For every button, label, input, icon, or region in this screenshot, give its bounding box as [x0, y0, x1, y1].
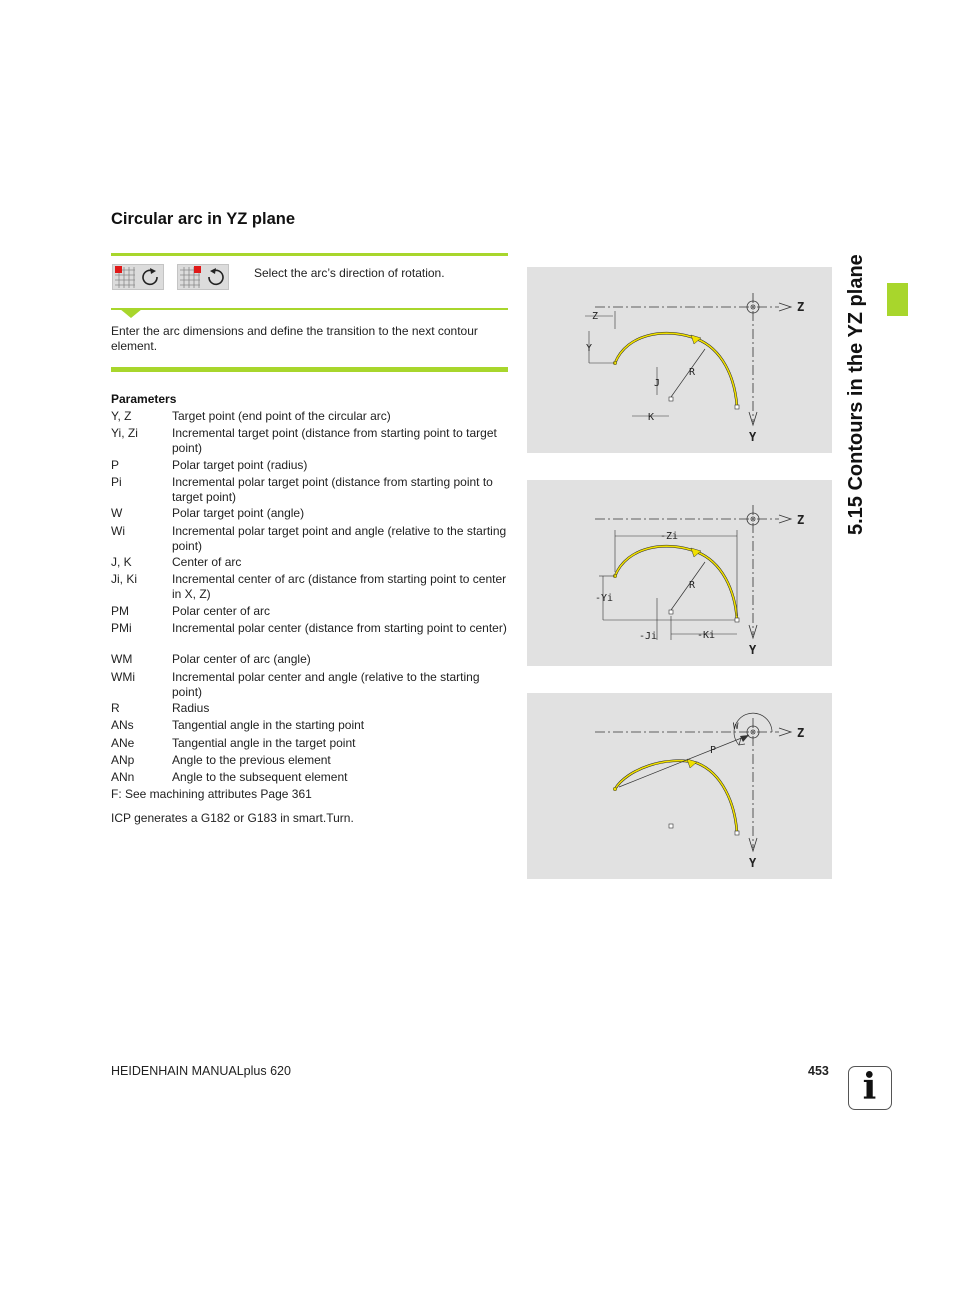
z-axis-label: Z	[797, 513, 805, 527]
param-desc: Tangential angle in the target point	[172, 736, 356, 750]
param-desc: Radius	[172, 701, 210, 715]
z-axis-label: Z	[797, 300, 805, 314]
param-desc: Incremental target point (distance from starting point to target point)	[172, 426, 497, 455]
y-axis-label: Y	[749, 856, 757, 870]
param-desc: Incremental polar center (distance from starting point to center)	[172, 621, 507, 635]
p-polar-label: P	[710, 745, 717, 756]
info-icon	[848, 1066, 892, 1110]
param-key: Yi, Zi	[111, 426, 138, 440]
param-key: R	[111, 701, 120, 715]
chapter-title: 5.15 Contours in the YZ plane	[845, 254, 867, 535]
param-key: WMi	[111, 670, 135, 684]
diagram-absolute-coordinates	[527, 267, 832, 453]
yi-dim-label: -Yi	[595, 593, 614, 604]
param-key: Pi	[111, 475, 122, 489]
page-number: 453	[808, 1064, 829, 1078]
param-desc: Center of arc	[172, 555, 242, 569]
param-desc: Incremental polar center and angle (relative to the starting point)	[172, 670, 480, 699]
diagram-polar-coordinates	[527, 693, 832, 879]
radius-label: R	[689, 367, 696, 378]
param-key: PM	[111, 604, 129, 618]
green-rule-middle	[111, 308, 508, 310]
softkey-counterclockwise[interactable]	[177, 264, 229, 290]
ki-dim-label: -Ki	[697, 630, 716, 641]
j-dim-label: J	[654, 378, 661, 389]
param-desc: Incremental polar target point and angle (relative to the starting point)	[172, 524, 507, 553]
param-desc: Tangential angle in the starting point	[172, 718, 365, 732]
info-glyph: i	[862, 1066, 877, 1108]
param-desc: Incremental polar target point (distance from starting point to target point)	[172, 475, 493, 504]
ji-dim-label: -Ji	[639, 631, 658, 642]
green-rule-bottom	[111, 367, 508, 372]
k-dim-label: K	[648, 412, 655, 423]
clockwise-arc-icon	[113, 265, 163, 289]
param-key: Wi	[111, 524, 125, 538]
chapter-tab-marker	[887, 283, 908, 316]
param-key: Y, Z	[111, 409, 132, 423]
y-axis-label: Y	[749, 430, 757, 444]
param-key: ANs	[111, 718, 134, 732]
param-desc: Incremental center of arc (distance from starting point to center in X, Z)	[172, 572, 507, 601]
param-key: ANe	[111, 736, 135, 750]
param-desc: Target point (end point of the circular arc)	[172, 409, 391, 423]
green-rule-top	[111, 253, 508, 256]
param-desc: Angle to the previous element	[172, 753, 331, 767]
y-dim-label: Y	[586, 343, 593, 354]
param-desc: Polar center of arc (angle)	[172, 652, 311, 666]
softkey-description: Select the arc’s direction of rotation.	[254, 266, 445, 280]
param-key: ANp	[111, 753, 135, 767]
z-axis-label: Z	[797, 726, 805, 740]
param-key: J, K	[111, 555, 132, 569]
param-key: ANn	[111, 770, 135, 784]
param-desc: Polar target point (angle)	[172, 506, 305, 520]
intro-text: Enter the arc dimensions and define the transition to the next contour element.	[111, 324, 478, 353]
triangle-down-icon	[120, 309, 142, 319]
icp-note: ICP generates a G182 or G183 in smart.Turn.	[111, 811, 354, 825]
param-desc: Polar center of arc	[172, 604, 271, 618]
param-key: Ji, Ki	[111, 572, 138, 586]
section-title: Circular arc in YZ plane	[111, 210, 296, 228]
y-axis-label: Y	[749, 643, 757, 657]
param-desc: Angle to the subsequent element	[172, 770, 348, 784]
diagram-incremental-coordinates	[527, 480, 832, 666]
param-key: W	[111, 506, 123, 520]
param-desc: Polar target point (radius)	[172, 458, 308, 472]
param-key: PMi	[111, 621, 132, 635]
machining-attributes-note: F: See machining attributes Page 361	[111, 787, 312, 801]
zi-dim-label: -Zi	[660, 531, 679, 542]
parameters-heading: Parameters	[111, 392, 177, 406]
softkey-clockwise[interactable]	[112, 264, 164, 290]
counterclockwise-arc-icon	[178, 265, 228, 289]
footer-product-name: HEIDENHAIN MANUALplus 620	[111, 1064, 291, 1078]
param-key: P	[111, 458, 120, 472]
z-dim-label: Z	[592, 311, 599, 322]
radius-label: R	[689, 580, 696, 591]
param-key: WM	[111, 652, 133, 666]
w-angle-label: W	[733, 722, 739, 732]
